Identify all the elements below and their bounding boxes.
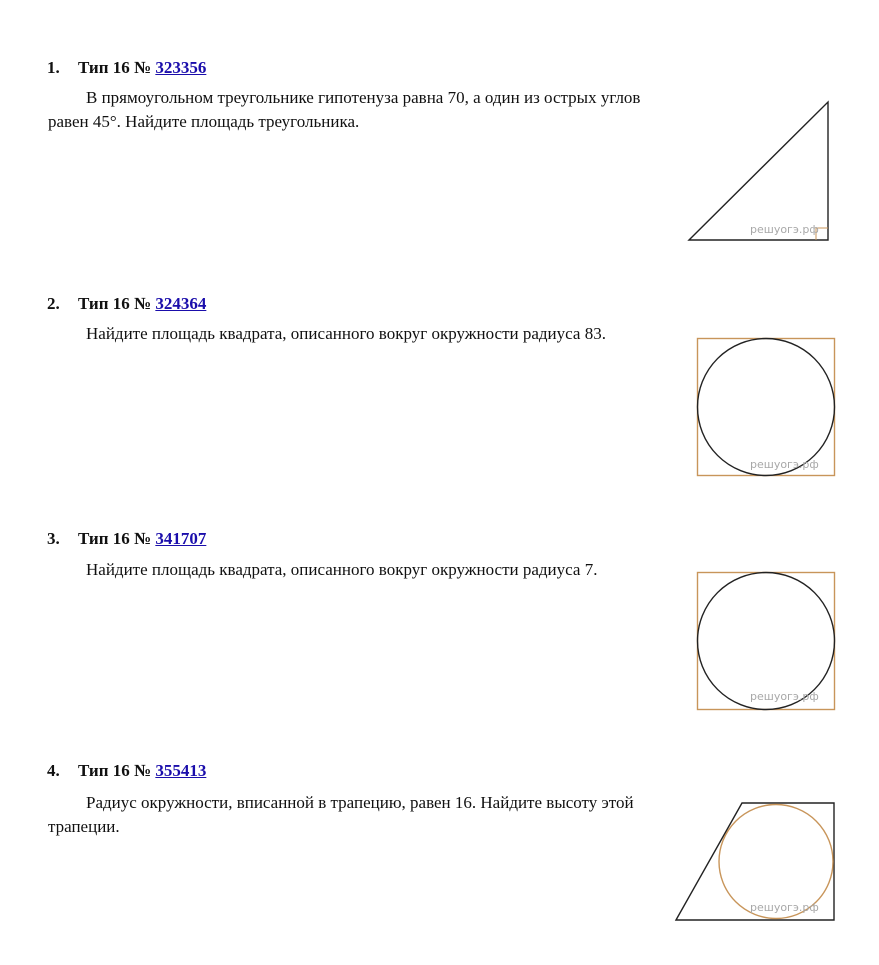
- circle-in-trapezoid-figure: [672, 801, 838, 923]
- circle-in-square-figure: [696, 337, 838, 479]
- task-number: 1.: [47, 58, 60, 77]
- task-text: Найдите площадь квадрата, описанного вокруг окружности радиуса 83.: [86, 324, 606, 343]
- task-id-link[interactable]: 355413: [155, 761, 207, 780]
- circle-shape: [698, 339, 835, 476]
- triangle-shape: [689, 102, 828, 240]
- task-header: [47, 58, 206, 78]
- triangle-figure: [686, 100, 832, 244]
- task-number: 4.: [47, 761, 60, 780]
- circle-shape: [698, 573, 835, 710]
- task-id-link[interactable]: 324364: [155, 294, 207, 313]
- watermark: решуогэ.рф: [750, 223, 819, 236]
- task-header: [47, 294, 206, 314]
- task-id-link[interactable]: 341707: [155, 529, 207, 548]
- task-type-label: Тип 16 №: [78, 294, 152, 313]
- task-text: Найдите площадь квадрата, описанного вокруг окружности радиуса 7.: [86, 560, 598, 579]
- task-type-label: Тип 16 №: [78, 529, 152, 548]
- task-type-label: Тип 16 №: [78, 58, 152, 77]
- circle-in-square-figure: [696, 571, 838, 713]
- task-number: 2.: [47, 294, 60, 313]
- task-header: [47, 761, 206, 781]
- watermark: решуогэ.рф: [750, 458, 819, 471]
- watermark: решуогэ.рф: [750, 690, 819, 703]
- task-id-link[interactable]: 323356: [155, 58, 207, 77]
- task-header: [47, 529, 206, 549]
- watermark: решуогэ.рф: [750, 901, 819, 914]
- task-text: В прямоугольном треугольнике гипотенуза равна 70, а один из острых углов равен 45°. Найдите площадь треугольника.: [48, 88, 641, 131]
- task-text: Радиус окружности, вписанной в трапецию, равен 16. Найдите высоту этой трапеции.: [48, 793, 634, 836]
- task-type-label: Тип 16 №: [78, 761, 152, 780]
- task-number: 3.: [47, 529, 60, 548]
